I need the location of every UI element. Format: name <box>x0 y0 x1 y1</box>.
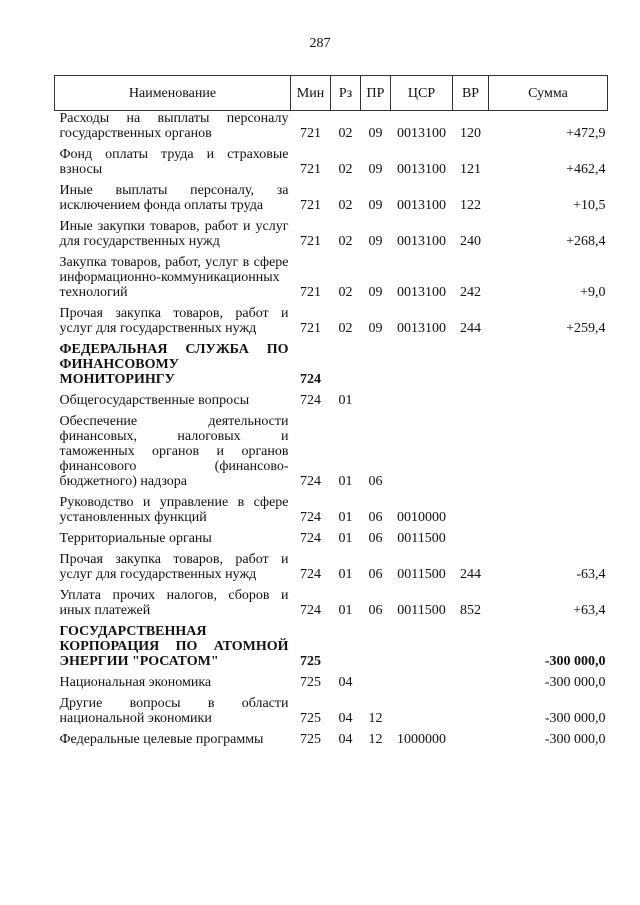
cell-min: 725 <box>300 675 321 690</box>
cell-sum: +259,4 <box>566 321 606 336</box>
cell-pr <box>361 675 391 690</box>
cell-rz <box>331 624 361 669</box>
cell-csr <box>391 675 453 690</box>
cell-min: 725 <box>300 654 321 669</box>
header-min: Мин <box>291 76 331 111</box>
cell-sum: -63,4 <box>576 567 606 582</box>
cell-rz: 01 <box>338 510 353 525</box>
cell-csr: 0013100 <box>397 285 446 300</box>
budget-table <box>54 75 608 747</box>
cell-vr <box>453 696 489 726</box>
cell-csr: 0011500 <box>397 531 446 546</box>
table-row <box>55 393 608 408</box>
cell-pr: 06 <box>368 603 383 618</box>
cell-sum <box>489 414 608 489</box>
cell-pr: 06 <box>368 474 383 489</box>
cell-min: 721 <box>300 198 321 213</box>
cell-name: Фонд оплаты труда и страховые взносы <box>59 147 289 177</box>
cell-sum <box>489 393 608 408</box>
cell-rz: 01 <box>338 474 353 489</box>
cell-vr: 852 <box>460 603 481 618</box>
cell-vr: 122 <box>460 198 481 213</box>
cell-csr: 0011500 <box>397 603 446 618</box>
table-row <box>55 342 608 387</box>
cell-csr <box>391 696 453 726</box>
cell-rz: 02 <box>338 198 353 213</box>
cell-rz: 02 <box>338 321 353 336</box>
cell-rz: 04 <box>338 711 353 726</box>
table-row <box>55 732 608 747</box>
cell-sum: -300 000,0 <box>544 732 606 747</box>
cell-pr: 09 <box>368 162 383 177</box>
header-pr: ПР <box>361 76 391 111</box>
cell-name: ГОСУДАРСТВЕННАЯ КОРПОРАЦИЯ ПО АТОМНОЙ ЭНЕРГИИ "РОСАТОМ" <box>59 624 289 669</box>
cell-sum: +268,4 <box>566 234 606 249</box>
table-row <box>55 306 608 336</box>
cell-rz: 04 <box>338 675 353 690</box>
cell-name: Прочая закупка товаров, работ и услуг для государственных нужд <box>59 552 289 582</box>
table-row <box>55 255 608 300</box>
cell-pr: 12 <box>368 711 383 726</box>
cell-min: 721 <box>300 126 321 141</box>
cell-sum: +63,4 <box>573 603 606 618</box>
table-row <box>55 696 608 726</box>
cell-pr <box>361 624 391 669</box>
cell-pr: 06 <box>368 510 383 525</box>
cell-pr: 09 <box>368 198 383 213</box>
cell-sum: -300 000,0 <box>544 675 606 690</box>
cell-min: 721 <box>300 162 321 177</box>
cell-name: Расходы на выплаты персоналу государственных органов <box>59 111 289 141</box>
cell-rz: 01 <box>338 603 353 618</box>
table-row <box>55 183 608 213</box>
cell-name: Федеральные целевые программы <box>59 732 264 747</box>
cell-name: Прочая закупка товаров, работ и услуг для государственных нужд <box>59 306 289 336</box>
cell-csr: 0011500 <box>397 567 446 582</box>
cell-name: Руководство и управление в сфере установленных функций <box>59 495 289 525</box>
header-sum: Сумма <box>489 76 608 111</box>
cell-vr <box>453 393 489 408</box>
cell-vr: 244 <box>460 567 481 582</box>
table-row <box>55 675 608 690</box>
cell-min: 721 <box>300 285 321 300</box>
table-body <box>55 111 608 748</box>
cell-min: 725 <box>300 732 321 747</box>
cell-vr <box>453 624 489 669</box>
cell-min: 725 <box>300 711 321 726</box>
cell-name: Общегосударственные вопросы <box>59 393 250 408</box>
cell-vr: 120 <box>460 126 481 141</box>
cell-pr: 09 <box>368 234 383 249</box>
header-csr: ЦСР <box>391 76 453 111</box>
cell-min: 724 <box>300 393 321 408</box>
cell-min: 724 <box>300 372 321 387</box>
table-row <box>55 588 608 618</box>
cell-csr: 0013100 <box>397 198 446 213</box>
cell-name: Закупка товаров, работ, услуг в сфере информационно-коммуникационных технологий <box>59 255 289 300</box>
table-header <box>55 76 608 111</box>
cell-rz: 02 <box>338 126 353 141</box>
cell-min: 724 <box>300 531 321 546</box>
cell-sum: +9,0 <box>580 285 606 300</box>
cell-vr <box>453 495 489 525</box>
cell-rz: 02 <box>338 162 353 177</box>
cell-name: Иные закупки товаров, работ и услуг для государственных нужд <box>59 219 289 249</box>
cell-sum: -300 000,0 <box>544 711 606 726</box>
cell-pr: 09 <box>368 321 383 336</box>
cell-pr: 12 <box>368 732 383 747</box>
cell-csr: 0013100 <box>397 162 446 177</box>
cell-pr <box>361 342 391 387</box>
cell-min: 724 <box>300 474 321 489</box>
cell-name: Территориальные органы <box>59 531 212 546</box>
cell-rz: 01 <box>338 393 353 408</box>
cell-vr: 242 <box>460 285 481 300</box>
table-row <box>55 414 608 489</box>
cell-rz: 02 <box>338 234 353 249</box>
cell-sum: +462,4 <box>566 162 606 177</box>
cell-min: 724 <box>300 567 321 582</box>
cell-pr <box>361 393 391 408</box>
cell-csr <box>391 342 453 387</box>
cell-pr: 06 <box>368 531 383 546</box>
cell-vr: 240 <box>460 234 481 249</box>
cell-pr: 09 <box>368 285 383 300</box>
cell-name: ФЕДЕРАЛЬНАЯ СЛУЖБА ПО ФИНАНСОВОМУ МОНИТОРИНГУ <box>59 342 289 387</box>
cell-pr: 09 <box>368 126 383 141</box>
cell-csr: 0013100 <box>397 321 446 336</box>
header-name: Наименование <box>55 76 291 111</box>
table-row <box>55 219 608 249</box>
cell-csr <box>391 393 453 408</box>
cell-rz: 01 <box>338 531 353 546</box>
cell-sum: +472,9 <box>566 126 606 141</box>
cell-vr: 244 <box>460 321 481 336</box>
cell-rz: 04 <box>338 732 353 747</box>
table-row <box>55 531 608 546</box>
table-row <box>55 552 608 582</box>
cell-pr: 06 <box>368 567 383 582</box>
cell-min: 724 <box>300 510 321 525</box>
cell-csr: 0013100 <box>397 126 446 141</box>
cell-sum <box>489 531 608 546</box>
cell-vr <box>453 732 489 747</box>
cell-min: 721 <box>300 234 321 249</box>
cell-min: 721 <box>300 321 321 336</box>
cell-vr <box>453 675 489 690</box>
cell-csr: 1000000 <box>397 732 446 747</box>
cell-rz: 02 <box>338 285 353 300</box>
page-number: 287 <box>309 36 331 51</box>
cell-name: Другие вопросы в области национальной экономики <box>59 696 289 726</box>
cell-rz: 01 <box>338 567 353 582</box>
cell-csr <box>391 414 453 489</box>
cell-name: Иные выплаты персоналу, за исключением фонда оплаты труда <box>59 183 289 213</box>
cell-rz <box>331 342 361 387</box>
header-vr: ВР <box>453 76 489 111</box>
cell-vr <box>453 531 489 546</box>
cell-sum: +10,5 <box>573 198 606 213</box>
cell-sum <box>489 495 608 525</box>
cell-name: Национальная экономика <box>59 675 212 690</box>
cell-vr: 121 <box>460 162 481 177</box>
cell-min: 724 <box>300 603 321 618</box>
cell-csr: 0010000 <box>397 510 446 525</box>
cell-csr <box>391 624 453 669</box>
cell-name: Обеспечение деятельности финансовых, налоговых и таможенных органов и органов финансового (финансово-бюджетного) надзора <box>59 414 289 489</box>
cell-vr <box>453 414 489 489</box>
cell-name: Уплата прочих налогов, сборов и иных платежей <box>59 588 289 618</box>
table-row <box>55 111 608 142</box>
cell-csr: 0013100 <box>397 234 446 249</box>
cell-sum <box>489 342 608 387</box>
table-row <box>55 147 608 177</box>
table-row <box>55 624 608 669</box>
cell-vr <box>453 342 489 387</box>
header-rz: Рз <box>331 76 361 111</box>
table-row <box>55 495 608 525</box>
cell-sum: -300 000,0 <box>544 654 606 669</box>
